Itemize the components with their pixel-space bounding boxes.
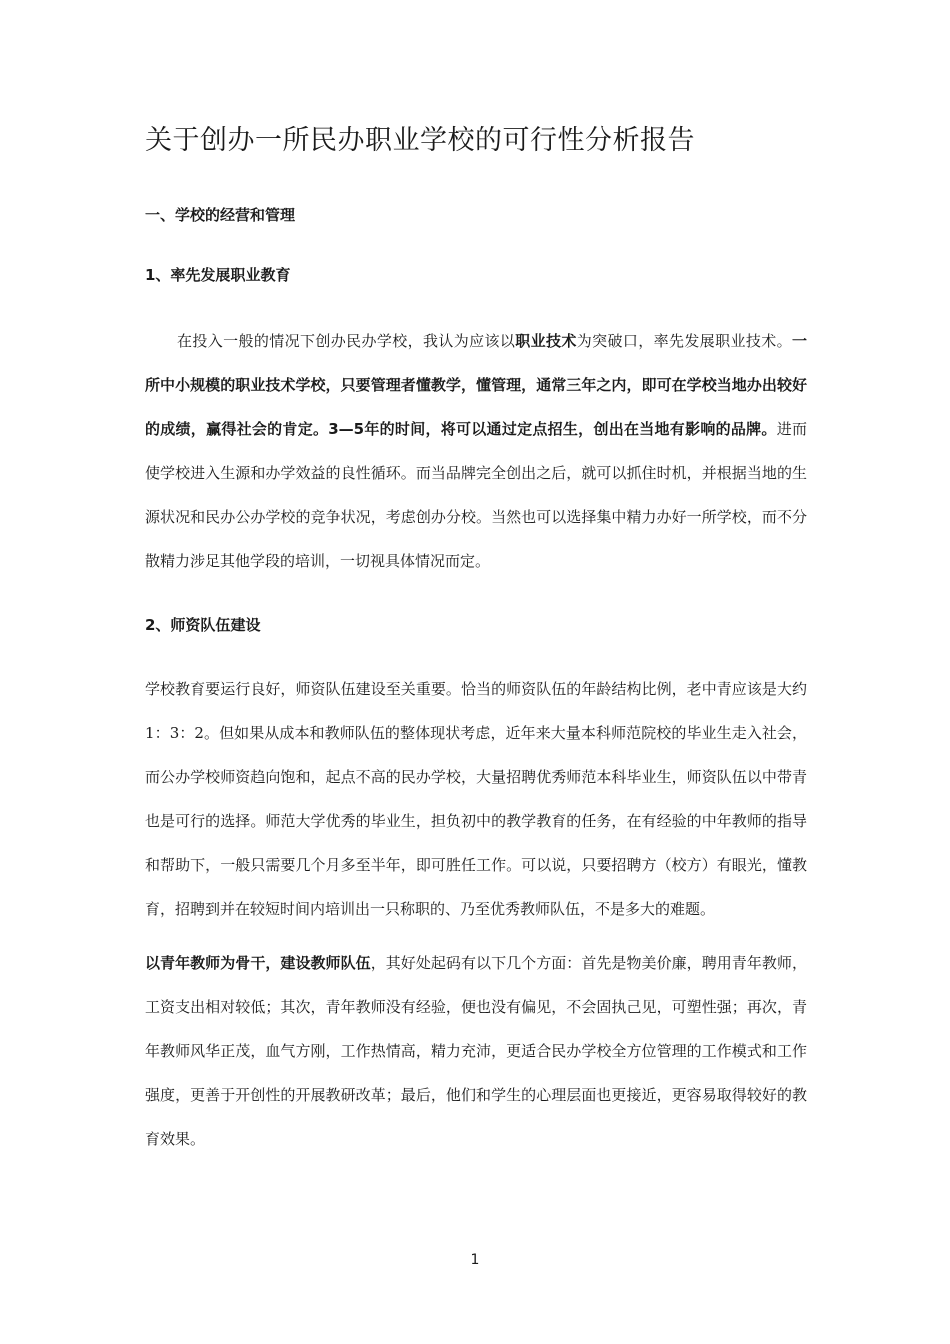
paragraph-young-teachers — [145, 941, 807, 1161]
subsection-heading-teachers: 2、师资队伍建设 — [145, 616, 261, 634]
document-body — [145, 118, 807, 1161]
text-run: 进而使学校进入生源和办学效益的良性循环。而当品牌完全创出之后，就可以抓住时机，并根据当地的生源状况和民办公办学校的竞争状况，考虑创办分校。当然也可以选择集中精力办好一所学校，而不分散精力涉足其他学段的培训，一切视具体情况而定。 — [145, 420, 807, 570]
paragraph-vocational — [145, 319, 807, 583]
bold-run: 一所中小规模的职业技术学校，只要管理者懂教学，懂管理，通常三年之内，即可在学校当地办出较好的成绩，赢得社会的肯定。3—5年的时间，将可以通过定点招生，创出在当地有影响的品牌。 — [145, 332, 807, 438]
bold-run: 职业技术 — [515, 332, 577, 350]
document-title: 关于创办一所民办职业学校的可行性分析报告 — [145, 125, 695, 156]
section-heading-management: 一、学校的经营和管理 — [145, 206, 296, 224]
bold-run: 以青年教师为骨干，建设教师队伍 — [145, 954, 371, 972]
page-number: 1 — [470, 1252, 480, 1268]
text-run: 在投入一般的情况下创办民办学校，我认为应该以 — [177, 332, 516, 350]
paragraph-teachers: 学校教育要运行良好，师资队伍建设至关重要。恰当的师资队伍的年龄结构比例，老中青应该是大约1：3：2。但如果从成本和教师队伍的整体现状考虑，近年来大量本科师范院校的毕业生走入社会，而公办学校师资趋向饱和，起点不高的民办学校，大量招聘优秀师范本科毕业生，师资队伍以中带青也是可行的选择。师范大学优秀的毕业生，担负初中的教学教育的任务，在有经验的中年教师的指导和帮助下，一般只需要几个月多至半年，即可胜任工作。可以说，只要招聘方（校方）有眼光，懂教育，招聘到并在较短时间内培训出一只称职的、乃至优秀教师队伍，不是多大的难题。 — [145, 680, 807, 918]
subsection-heading-vocational: 1、率先发展职业教育 — [145, 266, 291, 284]
text-run: 为突破口，率先发展职业技术。 — [576, 332, 792, 350]
text-run: ，其好处起码有以下几个方面：首先是物美价廉，聘用青年教师，工资支出相对较低；其次，青年教师没有经验，便也没有偏见，不会固执己见，可塑性强；再次，青年教师风华正茂，血气方刚，工作热情高，精力充沛，更适合民办学校全方位管理的工作模式和工作强度，更善于开创性的开展教研改革；最后，他们和学生的心理层面也更接近，更容易取得较好的教育效果。 — [145, 954, 807, 1148]
